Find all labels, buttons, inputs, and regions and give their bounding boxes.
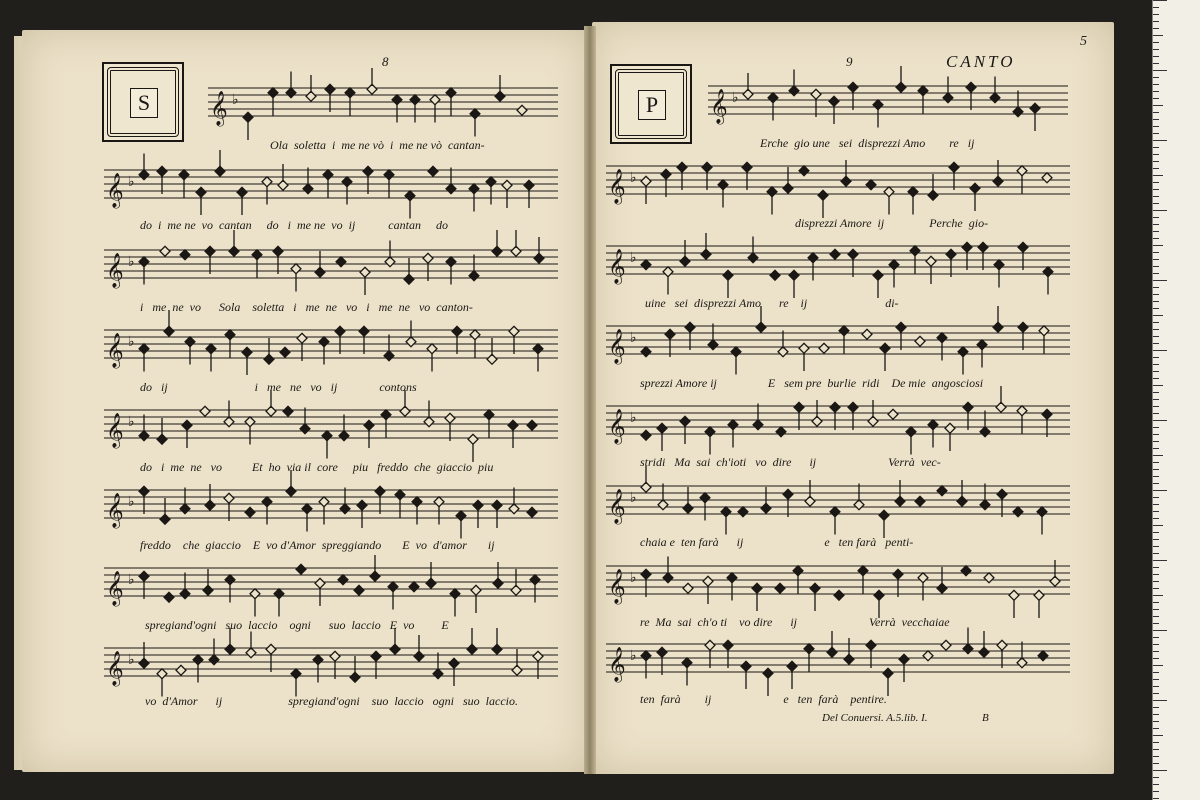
left-staff-2 bbox=[104, 158, 558, 218]
left-staff-5 bbox=[104, 398, 558, 458]
svg-text:♭: ♭ bbox=[232, 92, 239, 108]
svg-text:𝄞: 𝄞 bbox=[608, 329, 626, 364]
voice-part-title: CANTO bbox=[946, 52, 1016, 71]
svg-text:𝄞: 𝄞 bbox=[106, 413, 124, 448]
svg-text:♭: ♭ bbox=[630, 330, 637, 346]
left-lyric-2: do i me ne vo cantan do i me ne vo ij cantan do bbox=[140, 218, 448, 232]
left-lyric-7: spregiand'ogni suo laccio ogni suo laccio E vo E bbox=[145, 618, 449, 632]
right-lyric-4: sprezzi Amore ij E sem pre burlie ridi De mie angosciosi bbox=[640, 376, 984, 390]
right-lyric-1: Erche gio une sei disprezzi Amo re ij bbox=[760, 136, 975, 150]
right-initial-ornament bbox=[610, 64, 692, 144]
svg-text:𝄞: 𝄞 bbox=[106, 173, 124, 208]
svg-text:𝄞: 𝄞 bbox=[608, 409, 626, 444]
right-lyric-7: re Ma sai ch'o ti vo dire ij Verrà vecchaiae bbox=[640, 615, 950, 629]
left-staff-4 bbox=[104, 318, 558, 378]
right-staff-7 bbox=[606, 554, 1070, 614]
svg-text:♭: ♭ bbox=[630, 410, 637, 426]
right-staff-3 bbox=[606, 234, 1070, 294]
svg-text:𝄞: 𝄞 bbox=[106, 333, 124, 368]
svg-text:♭: ♭ bbox=[630, 490, 637, 506]
right-staff-6 bbox=[606, 474, 1070, 534]
folio-corner-number: 5 bbox=[1080, 34, 1087, 49]
svg-text:𝄞: 𝄞 bbox=[608, 169, 626, 204]
left-staff-1 bbox=[208, 76, 558, 136]
right-staff-8 bbox=[606, 632, 1070, 692]
left-lyric-1: Ola soletta i me ne vò i me ne vò cantan- bbox=[270, 138, 485, 152]
svg-text:𝄞: 𝄞 bbox=[106, 651, 124, 686]
right-staff-5 bbox=[606, 394, 1070, 454]
svg-text:𝄞: 𝄞 bbox=[608, 647, 626, 682]
left-staff-6 bbox=[104, 478, 558, 538]
svg-text:𝄞: 𝄞 bbox=[608, 489, 626, 524]
left-initial-ornament bbox=[102, 62, 184, 142]
svg-text:♭: ♭ bbox=[128, 414, 135, 430]
right-staff-1 bbox=[708, 74, 1068, 134]
right-lyric-2: disprezzi Amore ij Perche gio- bbox=[795, 216, 989, 230]
right-page-number: 9 bbox=[846, 54, 853, 69]
signature-mark: B bbox=[982, 712, 989, 724]
svg-text:♭: ♭ bbox=[630, 250, 637, 266]
svg-text:♭: ♭ bbox=[128, 572, 135, 588]
right-staff-4 bbox=[606, 314, 1070, 374]
right-lyric-8: ten farà ij e ten farà pentire. bbox=[640, 692, 887, 706]
svg-text:♭: ♭ bbox=[128, 652, 135, 668]
svg-text:𝄞: 𝄞 bbox=[106, 253, 124, 288]
svg-text:𝄞: 𝄞 bbox=[106, 571, 124, 606]
right-lyric-5: stridi Ma sai ch'ioti vo dire ij Verrà vec- bbox=[640, 455, 941, 469]
right-lyric-6: chaia e ten farà ij e ten farà penti- bbox=[640, 535, 914, 549]
left-lyric-4: do ij i me ne vo ij contons bbox=[140, 380, 417, 394]
left-staff-7 bbox=[104, 556, 558, 616]
left-lyric-3: i me ne vo Sola soletta i me ne vo i me ne vo canton- bbox=[140, 300, 473, 314]
svg-text:𝄞: 𝄞 bbox=[608, 569, 626, 604]
svg-text:♭: ♭ bbox=[128, 494, 135, 510]
svg-text:♭: ♭ bbox=[128, 334, 135, 350]
book-gutter bbox=[584, 26, 596, 774]
left-lyric-5: do i me ne vo Et ho via il core piu freddo che giaccio piu bbox=[140, 460, 494, 474]
left-staff-8 bbox=[104, 636, 558, 696]
right-lyric-3: uine sei disprezzi Amo re ij di- bbox=[645, 296, 899, 310]
svg-text:♭: ♭ bbox=[128, 254, 135, 270]
left-initial-letter: S bbox=[130, 88, 158, 118]
left-lyric-8: vo d'Amor ij spregiand'ogni suo laccio ogni suo laccio. bbox=[145, 694, 518, 708]
svg-text:♭: ♭ bbox=[732, 90, 739, 106]
footer-attribution: Del Conuersi. A.5.lib. I. bbox=[822, 712, 928, 724]
svg-text:𝄞: 𝄞 bbox=[608, 249, 626, 284]
svg-text:𝄞: 𝄞 bbox=[106, 493, 124, 528]
left-lyric-6: freddo che giaccio E vo d'Amor spreggiando E vo d'amor ij bbox=[140, 538, 495, 552]
svg-text:♭: ♭ bbox=[630, 170, 637, 186]
left-staff-3 bbox=[104, 238, 558, 298]
right-initial-letter: P bbox=[638, 90, 666, 120]
svg-text:♭: ♭ bbox=[630, 648, 637, 664]
svg-text:♭: ♭ bbox=[630, 570, 637, 586]
right-staff-2 bbox=[606, 154, 1070, 214]
measuring-ruler bbox=[1152, 0, 1200, 800]
svg-text:𝄞: 𝄞 bbox=[710, 89, 728, 124]
svg-text:♭: ♭ bbox=[128, 174, 135, 190]
left-page-number: 8 bbox=[382, 54, 389, 69]
svg-text:𝄞: 𝄞 bbox=[210, 91, 228, 126]
